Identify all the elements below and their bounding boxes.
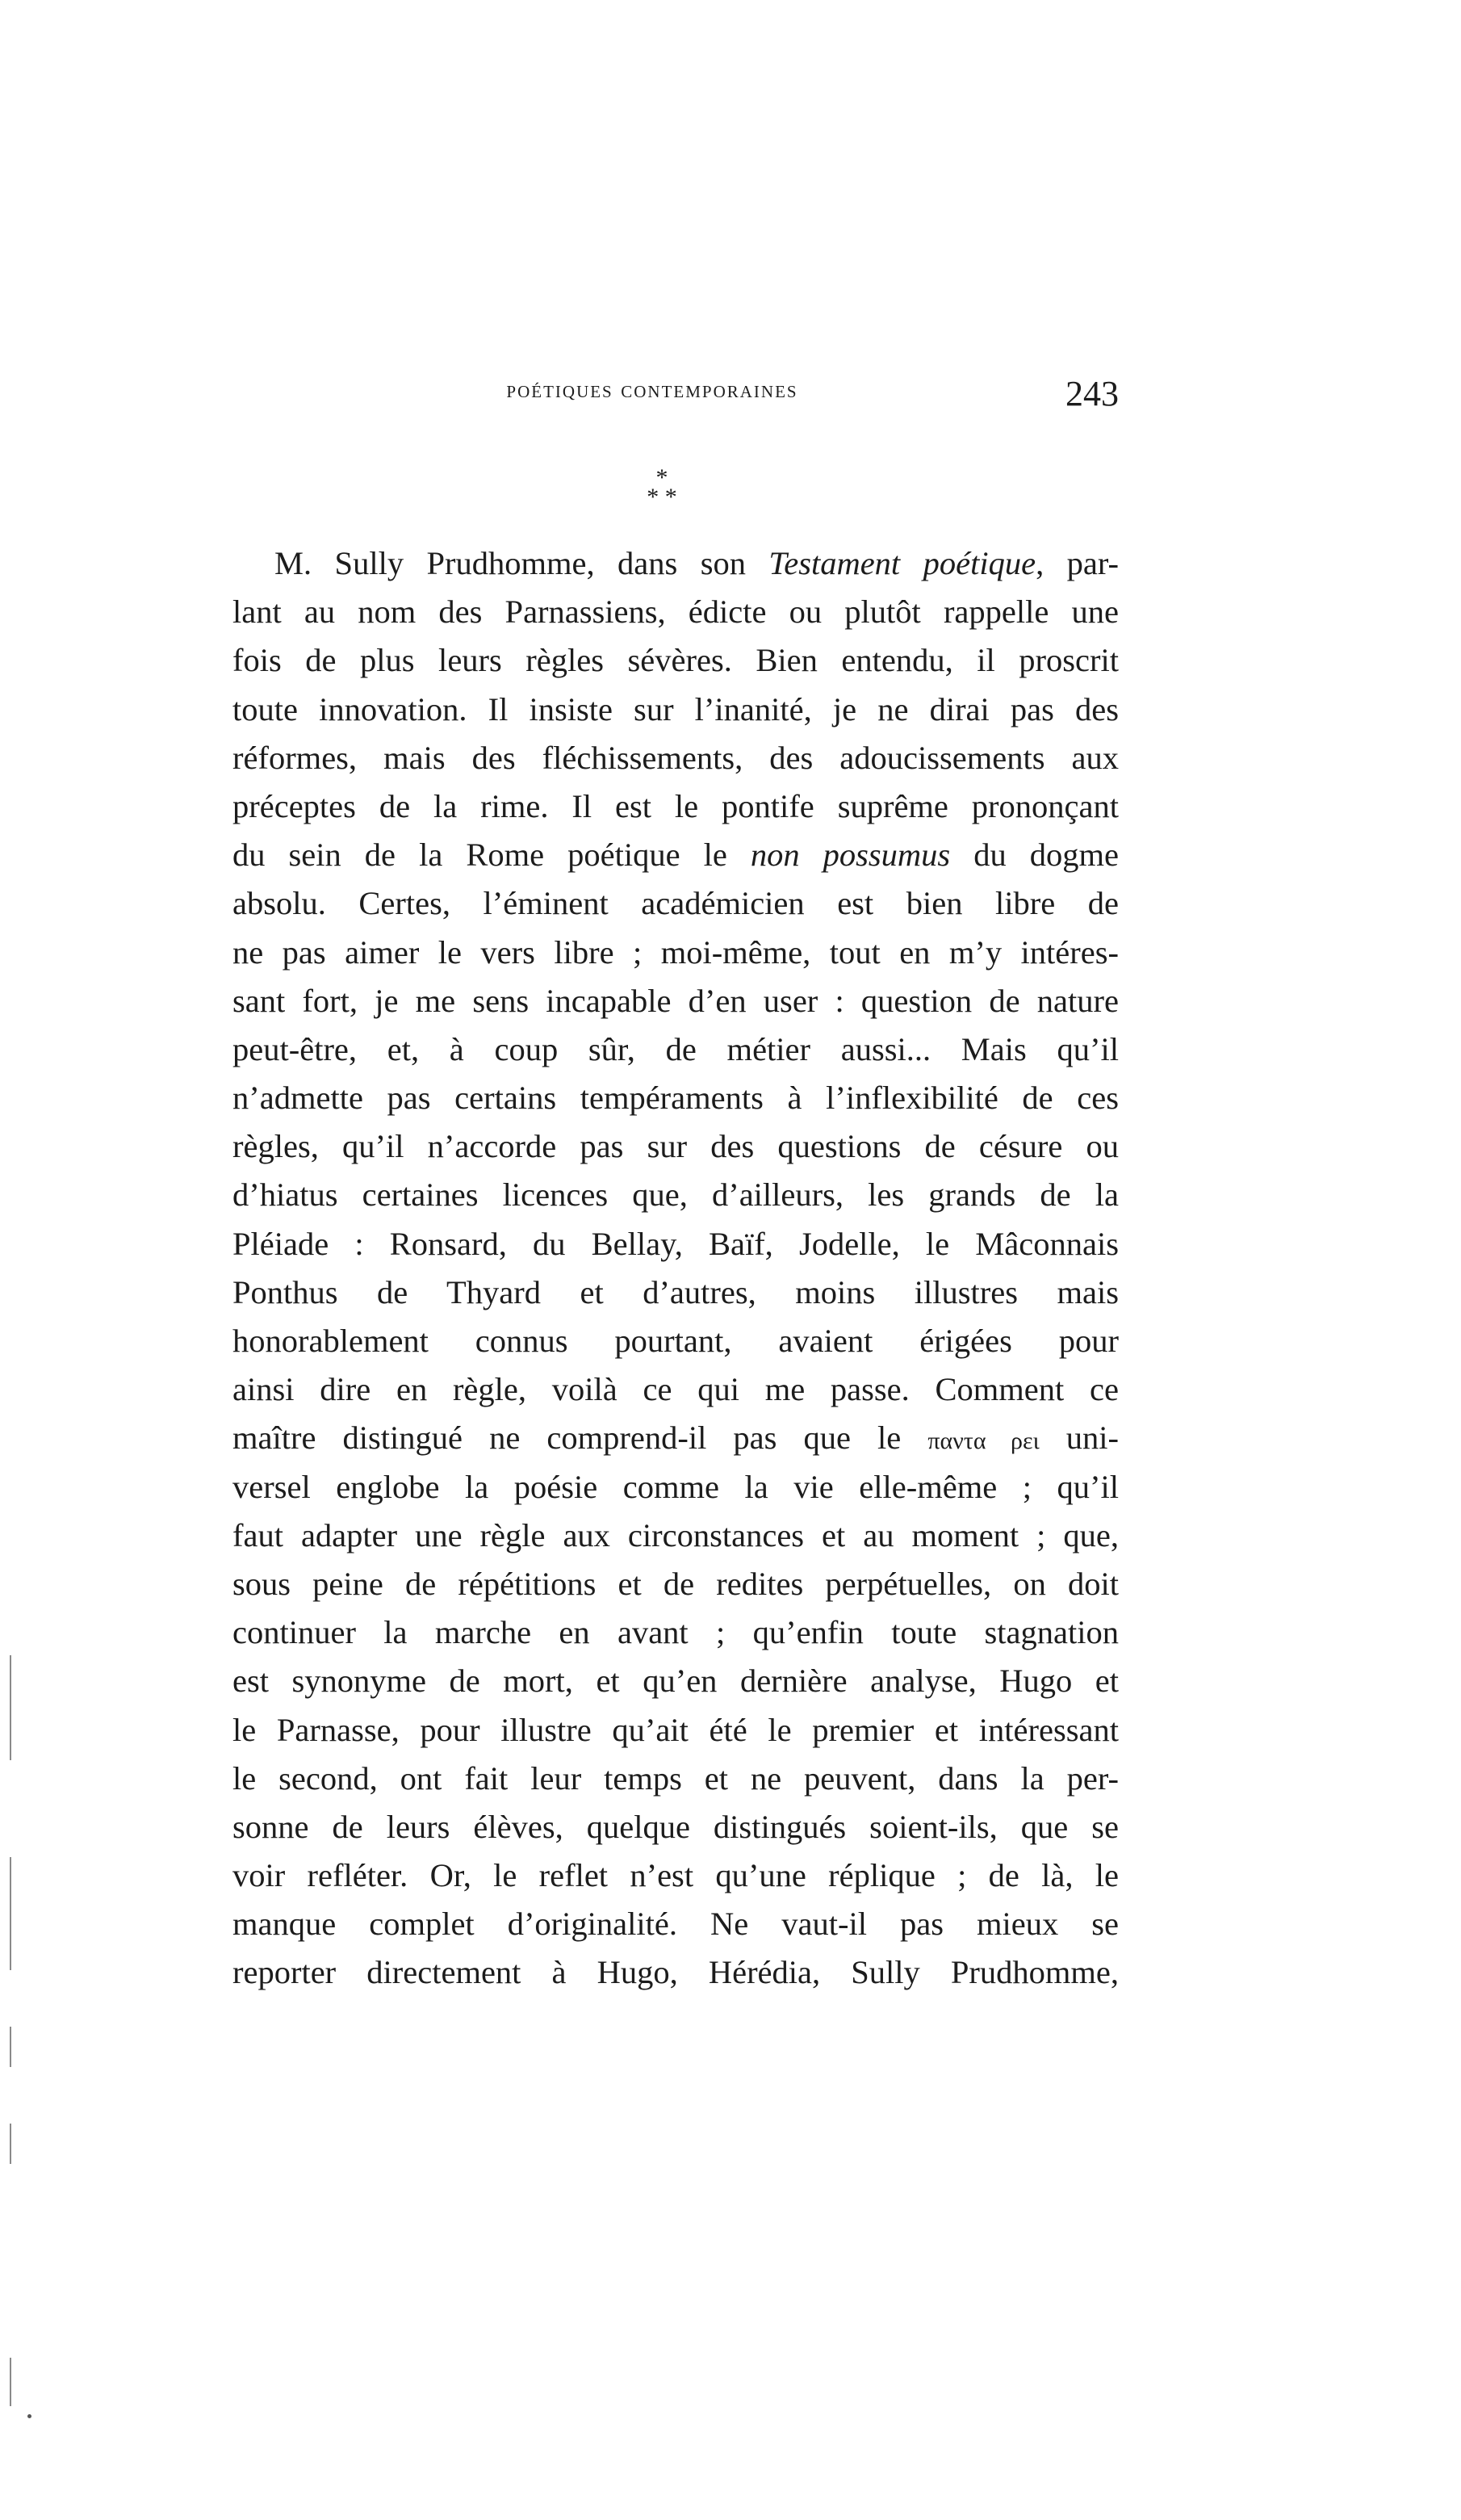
- text-line: [232, 1220, 1119, 1268]
- text-run: sous peine de répétitions et de redites perpétuelles, on doit: [232, 1565, 1119, 1602]
- text-run: toute innovation. Il insiste sur l’inanité, je ne dirai pas des: [232, 690, 1119, 727]
- scan-mark: [27, 2414, 31, 2418]
- text-run: Ponthus de Thyard et d’autres, moins illustres mais: [232, 1273, 1119, 1310]
- text-run: versel englobe la poésie comme la vie elle-même ; qu’il: [232, 1468, 1119, 1505]
- text-line: [232, 1706, 1119, 1755]
- text-line: [232, 636, 1119, 685]
- page-number: 243: [1065, 374, 1119, 413]
- text-run: uni-: [1039, 1419, 1119, 1457]
- text-line: [232, 1365, 1119, 1414]
- text-line: [232, 1755, 1119, 1803]
- text-run: préceptes de la rime. Il est le pontife suprême prononçant: [232, 787, 1119, 824]
- text-run: M. Sully Prudhomme, dans son: [274, 545, 769, 581]
- text-run: fois de plus leurs règles sévères. Bien entendu, il proscrit: [232, 642, 1119, 679]
- scan-mark: [10, 1655, 11, 1760]
- text-line: [232, 1900, 1119, 1948]
- text-run: sonne de leurs élèves, quelque distingués soient-ils, que se: [232, 1808, 1119, 1845]
- text-line: [232, 1171, 1119, 1219]
- text-run: continuer la marche en avant ; qu’enfin toute stagnation: [232, 1614, 1119, 1651]
- text-line: [232, 686, 1119, 734]
- text-line: [232, 1803, 1119, 1851]
- scan-mark: [10, 2358, 11, 2406]
- text-line: [232, 977, 1119, 1025]
- text-run: ainsi dire en règle, voilà ce qui me passe. Comment ce: [232, 1371, 1119, 1408]
- text-run: n’admette pas certains tempéraments à l’inflexibilité de ces: [232, 1080, 1119, 1117]
- text-run: faut adapter une règle aux circonstances et au moment ; que,: [232, 1516, 1119, 1554]
- text-line: [232, 782, 1119, 831]
- running-title: poétiques contemporaines: [506, 376, 798, 403]
- text-run: honorablement connus pourtant, avaient érigées pour: [232, 1323, 1119, 1359]
- text-line: [232, 1074, 1119, 1122]
- text-run: réformes, mais des fléchissements, des adoucissements aux: [232, 739, 1119, 776]
- text-run: manque complet d’originalité. Ne vaut-il pas mieux se: [232, 1906, 1119, 1943]
- text-line: [232, 1608, 1119, 1657]
- text-run: le Parnasse, pour illustre qu’ait été le premier et intéressant: [232, 1711, 1119, 1748]
- text-run: maître distingué ne comprend-il pas que le: [232, 1419, 928, 1457]
- text-line: [232, 1414, 1119, 1462]
- text-run: peut-être, et, à coup sûr, de métier aussi... Mais qu’il: [232, 1030, 1119, 1067]
- text-line: [232, 831, 1119, 879]
- text-line: [232, 1657, 1119, 1705]
- text-line: [232, 1025, 1119, 1074]
- asterism-text: * * *: [647, 464, 677, 510]
- text-run: du sein de la Rome poétique le: [232, 837, 751, 874]
- text-run: sant fort, je me sens incapable d’en user : question de nature: [232, 982, 1119, 1019]
- text-run: reporter directement à Hugo, Hérédia, Sully Prudhomme,: [232, 1954, 1119, 1991]
- scan-mark: [10, 1857, 11, 1970]
- body-paragraph: [232, 539, 1119, 1998]
- scan-mark: [10, 2124, 11, 2164]
- text-line: [232, 1122, 1119, 1171]
- text-line: [232, 929, 1119, 977]
- text-line: [232, 1512, 1119, 1560]
- text-run: ne pas aimer le vers libre ; moi-même, tout en m’y intéres-: [232, 933, 1119, 971]
- text-run: est synonyme de mort, et qu’en dernière analyse, Hugo et: [232, 1663, 1119, 1700]
- text-run: lant au nom des Parnassiens, édicte ou plutôt rappelle une: [232, 593, 1119, 631]
- text-run: le second, ont fait leur temps et ne peuvent, dans la per-: [232, 1759, 1119, 1797]
- text-line: [232, 1560, 1119, 1608]
- text-line: [232, 588, 1119, 636]
- text-run: du dogme: [950, 837, 1120, 874]
- text-line: [232, 879, 1119, 928]
- text-run: , par-: [1036, 545, 1120, 581]
- text-run: voir refléter. Or, le reflet n’est qu’une réplique ; de là, le: [232, 1857, 1119, 1894]
- greek-run: παντα ρει: [927, 1428, 1040, 1455]
- text-line: [232, 1268, 1119, 1317]
- scan-mark: [10, 2027, 11, 2067]
- text-line: [232, 734, 1119, 782]
- running-head: [232, 373, 1119, 421]
- italic-run: non possumus: [750, 837, 951, 874]
- text-line: [232, 539, 1119, 588]
- text-run: Pléiade : Ronsard, du Bellay, Baïf, Jodelle, le Mâconnais: [232, 1225, 1119, 1262]
- text-run: d’hiatus certaines licences que, d’ailleurs, les grands de la: [232, 1176, 1119, 1214]
- text-line: [232, 1317, 1119, 1365]
- text-line: [232, 1948, 1119, 1997]
- text-line: [232, 1463, 1119, 1512]
- text-run: absolu. Certes, l’éminent académicien est bien libre de: [232, 885, 1119, 922]
- italic-run: Testament poétique: [768, 545, 1036, 581]
- text-run: règles, qu’il n’accorde pas sur des questions de césure ou: [232, 1128, 1119, 1165]
- text-line: [232, 1851, 1119, 1900]
- section-break-asterism: [565, 464, 759, 510]
